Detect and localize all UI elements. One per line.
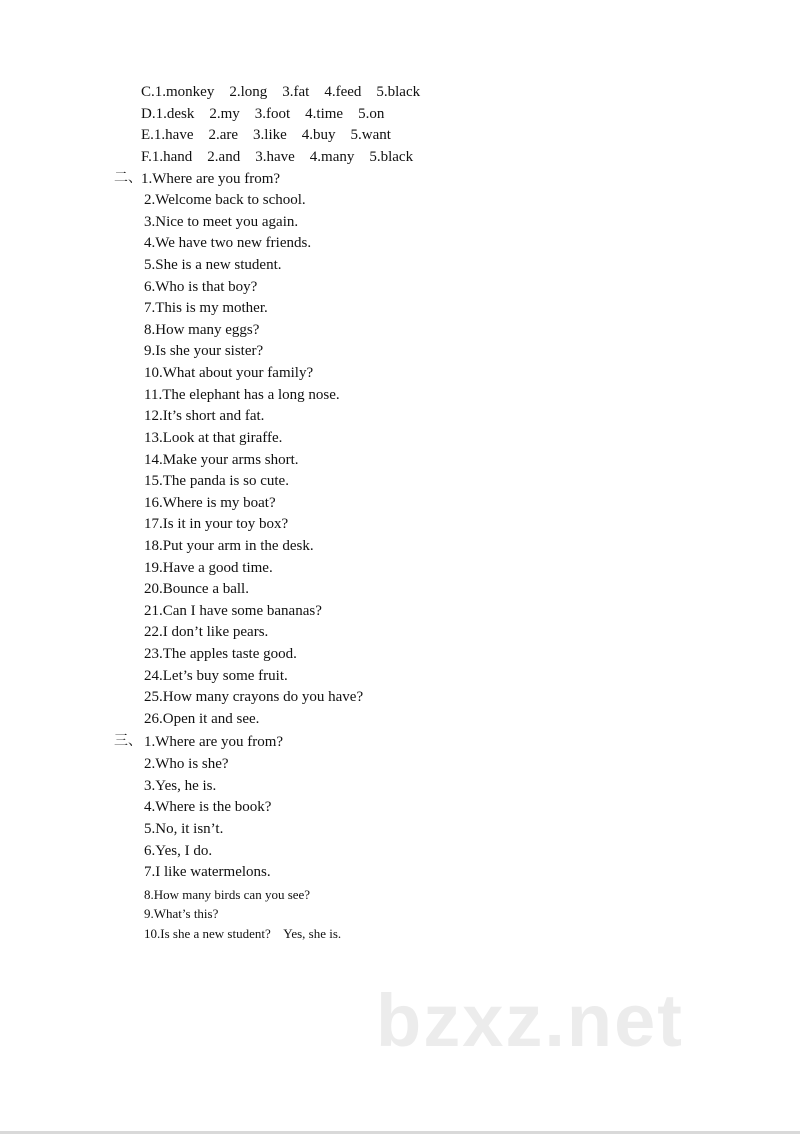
watermark: bzxz.net [376,979,684,1062]
part-two-item-4: 4.We have two new friends. [144,235,312,251]
part-two-item-25: 25.How many crayons do you have? [144,689,364,705]
part-two-item-7: 7.This is my mother. [144,300,268,316]
part-two-item-17: 17.Is it in your toy box? [144,516,289,532]
part-two-item-15: 15.The panda is so cute. [144,473,289,489]
part-three-item-3: 3.Yes, he is. [144,778,217,794]
part-three-item-6: 6.Yes, I do. [144,843,213,859]
part-two-item-8: 8.How many eggs? [144,322,260,338]
part-three-item-2: 2.Who is she? [144,756,229,772]
part-one-line-c: C.1.monkey 2.long 3.fat 4.feed 5.black [141,84,421,100]
part-two-item-1: 1.Where are you from? [141,171,281,187]
part-two-item-14: 14.Make your arms short. [144,452,299,468]
part-one-line-f: F.1.hand 2.and 3.have 4.many 5.black [141,149,414,165]
part-two-item-10: 10.What about your family? [144,365,314,381]
part-three-item-10: 10.Is she a new student? Yes, she is. [144,926,342,941]
part-two-item-13: 13.Look at that giraffe. [144,430,283,446]
part-three-item-9: 9.What’s this? [144,906,219,921]
part-two-item-26: 26.Open it and see. [144,711,260,727]
part-three-marker: 三、 [114,734,142,749]
part-three-item-4: 4.Where is the book? [144,799,272,815]
part-two-item-16: 16.Where is my boat? [144,495,276,511]
part-two-item-6: 6.Who is that boy? [144,279,258,295]
part-two-item-2: 2.Welcome back to school. [144,192,306,208]
part-two-item-3: 3.Nice to meet you again. [144,214,299,230]
part-two-item-5: 5.She is a new student. [144,257,282,273]
part-two-item-9: 9.Is she your sister? [144,343,264,359]
part-two-item-23: 23.The apples taste good. [144,646,297,662]
part-three-item-7: 7.I like watermelons. [144,864,271,880]
part-two-item-11: 11.The elephant has a long nose. [144,387,340,403]
part-two-item-18: 18.Put your arm in the desk. [144,538,314,554]
part-two-item-19: 19.Have a good time. [144,560,273,576]
part-two-item-20: 20.Bounce a ball. [144,581,249,597]
part-three-item-8: 8.How many birds can you see? [144,887,311,902]
part-two-item-21: 21.Can I have some bananas? [144,603,322,619]
part-three-item-1: 1.Where are you from? [144,734,284,750]
part-three-item-5: 5.No, it isn’t. [144,821,224,837]
part-two-marker: 二、 [114,171,142,186]
part-one-line-e: E.1.have 2.are 3.like 4.buy 5.want [141,127,391,143]
part-one-line-d: D.1.desk 2.my 3.foot 4.time 5.on [141,106,385,122]
part-two-item-22: 22.I don’t like pears. [144,624,269,640]
part-two-item-12: 12.It’s short and fat. [144,408,265,424]
part-two-item-24: 24.Let’s buy some fruit. [144,668,288,684]
